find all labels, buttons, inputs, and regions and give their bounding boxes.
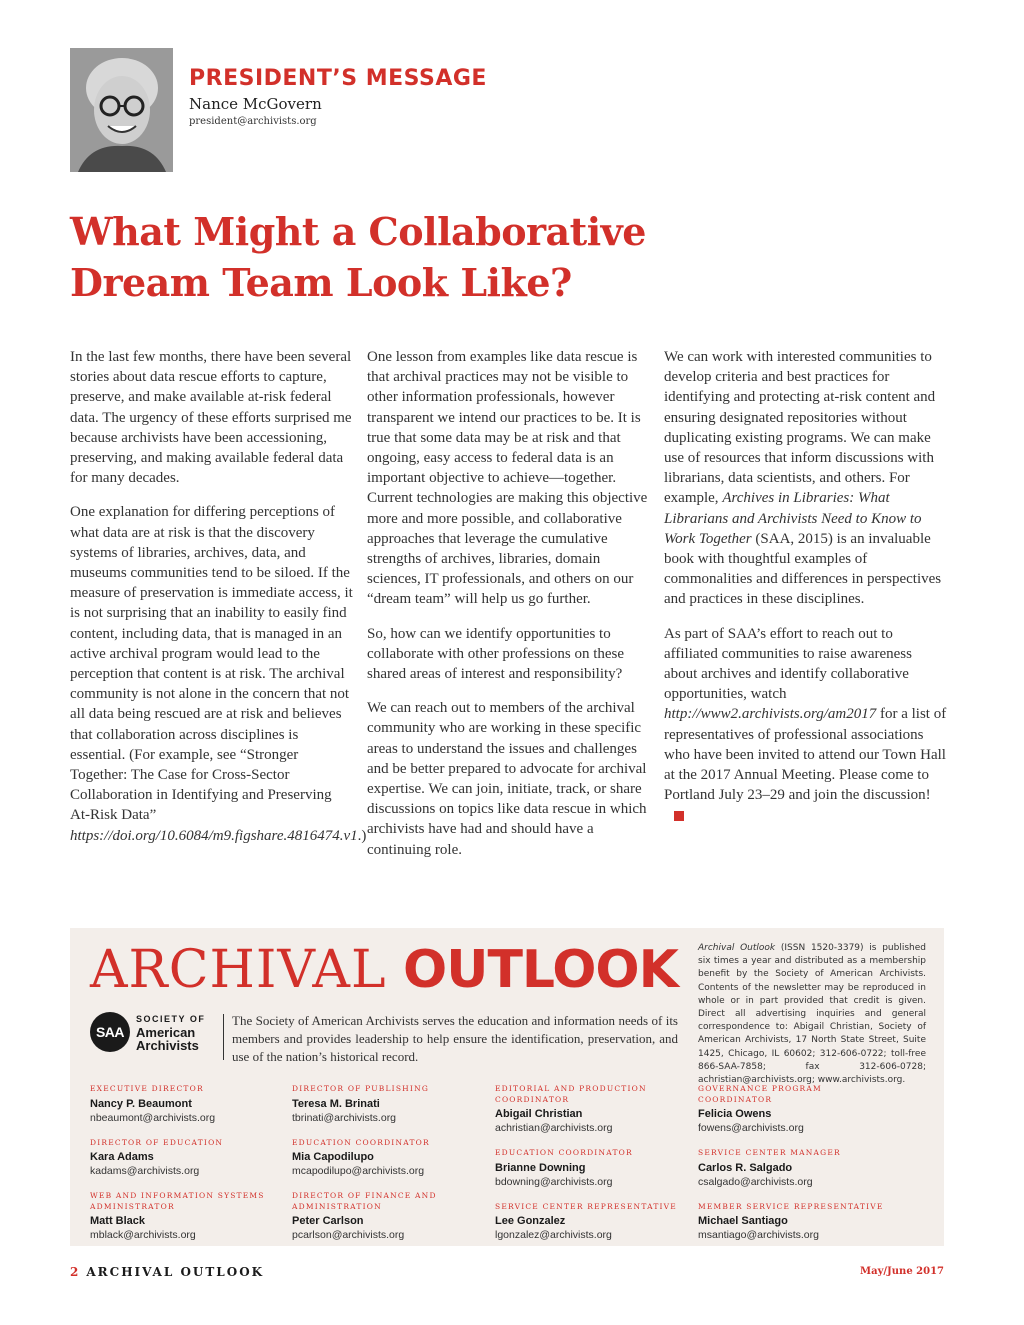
paragraph: We can reach out to members of the archival community who are working in these specific areas to understand the issues and challenges and be better prepared to advocate for archival expertise. We can join, initiate, track, or share discussions on topics like data rescue in which archivists have had and should have a continuing role. xyxy=(367,700,647,858)
paragraph: We can work with interested communities to develop criteria and best practices for identifying and protecting at-risk content and ensuring designated repositories without duplicating existing programs. We can make use of resources that inform discussions with librarians, data scientists, and others. For example, Archives in Libraries: What Librarians and Archivists Need to Know to Work Together (SAA, 2015) is an invaluable book with thoughtful examples of commonalities and differences in perspectives and practices in these disciplines. xyxy=(664,349,942,608)
staff-role: SERVICE CENTER MANAGER xyxy=(698,1148,841,1157)
paragraph: So, how can we identify opportunities to collaborate with other professions on these shared areas of interest and responsibility? xyxy=(367,625,625,683)
staff-column-4 xyxy=(698,1084,888,1255)
staff-name: Nancy P. Beaumont xyxy=(90,1097,192,1110)
page-footer xyxy=(70,1265,264,1279)
end-mark-icon xyxy=(674,811,684,821)
staff-column-2 xyxy=(292,1084,482,1255)
staff-role: EDUCATION COORDINATOR xyxy=(495,1148,633,1157)
author-name: Nance McGovern xyxy=(189,95,322,113)
staff-email[interactable]: mblack@archivists.org xyxy=(90,1229,196,1241)
title-line-2: Dream Team Look Like? xyxy=(70,260,572,305)
mission-statement: The Society of American Archivists serves the education and information needs of its members and provides leadership to help ensure the identification, preservation, and use of the nation’s historical record. xyxy=(232,1013,678,1064)
staff-entry xyxy=(698,1084,888,1134)
book-title: Archives in Libraries: What Librarians and Archivists Need to Know to Work Together xyxy=(664,490,922,547)
staff-name: Mia Capodilupo xyxy=(292,1151,374,1163)
staff-role: GOVERNANCE PROGRAM COORDINATOR xyxy=(698,1084,822,1104)
paragraph: One explanation for differing perceptions of what data are at risk is that the discovery systems of libraries, archives, data, and museums communities tend to be siloed. If the measure of preservation is immediate access, it is not surprising that an inability to easily find content, including data, that is managed in an active archival program would lead to the perception that content is at risk. The archival community is not alone in the concern that not all data being rescued are at risk and believes that collaboration across disciplines is essential. (For example, see “Stronger Together: The Case for Cross-Sector Collaboration in Identifying and Preserving At-Risk Data” https://doi.org/10.6084/m9.figshare.4816474.v1.) xyxy=(70,504,367,844)
staff-column-3 xyxy=(495,1084,685,1255)
saa-logo xyxy=(90,1012,205,1052)
staff-name: Kara Adams xyxy=(90,1151,154,1163)
publication-info: Archival Outlook (ISSN 1520-3379) is published six times a year and distributed as a membership benefit by the Society of American Archivists. Contents of the newsletter may be reproduced in whole or in part provided that credit is given. Direct all advertising inquiries and general correspondence to: Abigail Christian, Society of American Archivists, 17 North State Street, Suite 1425, Chicago, IL 60602; 312-606-0722; toll-free 866-SAA-7858; fax 312-606-0728; achristian@archivists.org; www.archivists.org. xyxy=(698,943,926,1086)
wordmark-archival: ARCHIVAL xyxy=(90,940,387,1000)
staff-entry xyxy=(495,1148,685,1188)
staff-name: Peter Carlson xyxy=(292,1215,364,1227)
staff-role: SERVICE CENTER REPRESENTATIVE xyxy=(495,1201,677,1211)
staff-entry xyxy=(292,1138,482,1178)
saa-wordmark: SOCIETY OF American Archivists xyxy=(136,1013,206,1053)
staff-email[interactable]: msantiago@archivists.org xyxy=(698,1229,819,1241)
staff-entry xyxy=(292,1084,482,1124)
staff-entry xyxy=(90,1191,280,1241)
staff-name: Carlos R. Salgado xyxy=(698,1161,793,1174)
staff-role: WEB AND INFORMATION SYSTEMS ADMINISTRATOR xyxy=(90,1191,265,1211)
column-header xyxy=(189,66,487,127)
staff-name: Matt Black xyxy=(90,1215,146,1227)
staff-role: DIRECTOR OF EDUCATION xyxy=(90,1137,224,1147)
staff-email[interactable]: kadams@archivists.org xyxy=(90,1165,200,1177)
staff-entry xyxy=(698,1202,888,1242)
article-column-1 xyxy=(70,347,367,860)
staff-entry xyxy=(292,1191,482,1241)
staff-column-1 xyxy=(90,1084,280,1255)
article-column-3 xyxy=(664,347,947,840)
issue-date: May/June 2017 xyxy=(860,1266,944,1277)
staff-name: Michael Santiago xyxy=(698,1215,788,1227)
publication-name: ARCHIVAL OUTLOOK xyxy=(86,1265,265,1279)
am2017-link[interactable]: http://www2.archivists.org/am2017 xyxy=(664,706,877,723)
divider xyxy=(223,1014,224,1060)
staff-name: Abigail Christian xyxy=(495,1108,583,1120)
wordmark-outlook: OUTLOOK xyxy=(403,940,678,1000)
staff-name: Brianne Downing xyxy=(495,1161,586,1174)
masthead xyxy=(70,928,944,1246)
author-email[interactable]: president@archivists.org xyxy=(189,116,317,127)
paragraph: In the last few months, there have been several stories about data rescue efforts to capture, preserve, and make available at-risk federal data. The urgency of these efforts surprised me because archivists have been accessioning, preserving, and making available federal data for many decades. xyxy=(70,349,352,487)
staff-name: Lee Gonzalez xyxy=(495,1215,566,1227)
staff-role: MEMBER SERVICE REPRESENTATIVE xyxy=(698,1201,884,1211)
section-label: PRESIDENT’S MESSAGE xyxy=(189,66,487,91)
staff-email[interactable]: achristian@archivists.org xyxy=(495,1122,613,1134)
staff-email[interactable]: lgonzalez@archivists.org xyxy=(495,1229,612,1241)
staff-entry xyxy=(90,1084,280,1124)
staff-role: EXECUTIVE DIRECTOR xyxy=(90,1084,204,1093)
paragraph: As part of SAA’s effort to reach out to affiliated communities to raise awareness about archives and identify collaborative opportunities, watch http://www2.archivists.org/am2017 for a list of representatives of professional associations who have been invited to attend our Town Hall at the 2017 Annual Meeting. Please come to Portland July 23–29 and join the discussion! xyxy=(664,624,947,826)
author-photo xyxy=(70,48,173,172)
staff-email[interactable]: mcapodilupo@archivists.org xyxy=(292,1165,425,1177)
doi-link[interactable]: https://doi.org/10.6084/m9.figshare.4816474.v1 xyxy=(70,827,358,844)
staff-name: Felicia Owens xyxy=(698,1108,772,1120)
paragraph: One lesson from examples like data rescue is that archival practices may not be visible to other information professionals, however transparent we intend our practices to be. It is true that some data may be at risk and that ongoing, easy access to federal data is an important objective to achieve—together. Current technologies are making this objective more and more possible, and collaborative approaches that leverage the cumulative strengths of archives, libraries, domain sciences, IT professionals, and others on our “dream team” will help us go further. xyxy=(367,349,648,608)
staff-email[interactable]: fowens@archivists.org xyxy=(698,1122,804,1134)
staff-role: EDITORIAL AND PRODUCTION COORDINATOR xyxy=(495,1084,647,1104)
publication-wordmark xyxy=(90,942,678,998)
staff-email[interactable]: pcarlson@archivists.org xyxy=(292,1229,405,1241)
staff-entry xyxy=(90,1138,280,1178)
staff-role: DIRECTOR OF FINANCE AND ADMINISTRATION xyxy=(292,1191,437,1211)
saa-circle-icon: SAA xyxy=(90,1012,130,1052)
staff-email[interactable]: tbrinati@archivists.org xyxy=(292,1111,397,1124)
staff-name: Teresa M. Brinati xyxy=(292,1097,380,1110)
article-title xyxy=(70,206,646,308)
page-number: 2 xyxy=(70,1265,79,1279)
staff-entry xyxy=(698,1148,888,1188)
staff-email[interactable]: bdowning@archivists.org xyxy=(495,1175,613,1188)
staff-email[interactable]: csalgado@archivists.org xyxy=(698,1175,813,1188)
staff-email[interactable]: nbeaumont@archivists.org xyxy=(90,1111,216,1124)
staff-role: DIRECTOR OF PUBLISHING xyxy=(292,1084,430,1093)
staff-entry xyxy=(495,1202,685,1242)
staff-role: EDUCATION COORDINATOR xyxy=(292,1137,430,1147)
article-column-2 xyxy=(367,347,650,874)
title-line-1: What Might a Collaborative xyxy=(70,209,646,254)
staff-entry xyxy=(495,1084,685,1134)
